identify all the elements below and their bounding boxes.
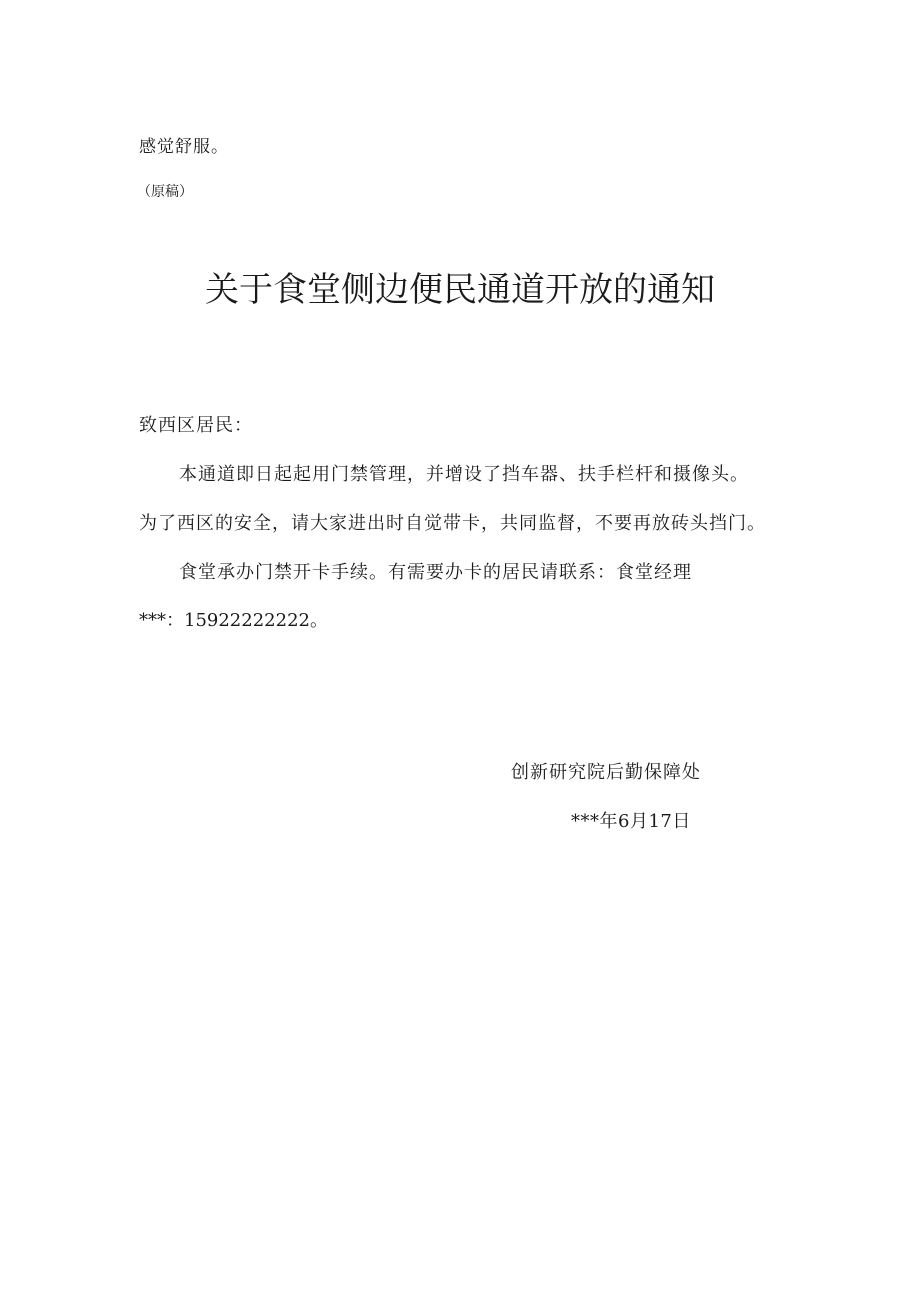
- previous-page-tail-text: 感觉舒服。: [139, 137, 229, 157]
- salutation: 致西区居民：: [139, 415, 253, 436]
- signature-organization: 创新研究院后勤保障处: [511, 762, 701, 783]
- paragraph-1-line-1: 本通道即日起起用门禁管理，并增设了挡车器、扶手栏杆和摄像头。: [179, 464, 749, 485]
- document-title: 关于食堂侧边便民通道开放的通知: [205, 270, 715, 310]
- paragraph-2-line-1: 食堂承办门禁开卡手续。有需要办卡的居民请联系：食堂经理: [179, 562, 692, 583]
- signature-date: ***年6月17日: [571, 811, 691, 832]
- paragraph-2-line-2: ***：15922222222。: [139, 610, 328, 631]
- draft-note: （原稿）: [137, 184, 193, 200]
- paragraph-1-line-2: 为了西区的安全，请大家进出时自觉带卡，共同监督，不要再放砖头挡门。: [139, 513, 766, 534]
